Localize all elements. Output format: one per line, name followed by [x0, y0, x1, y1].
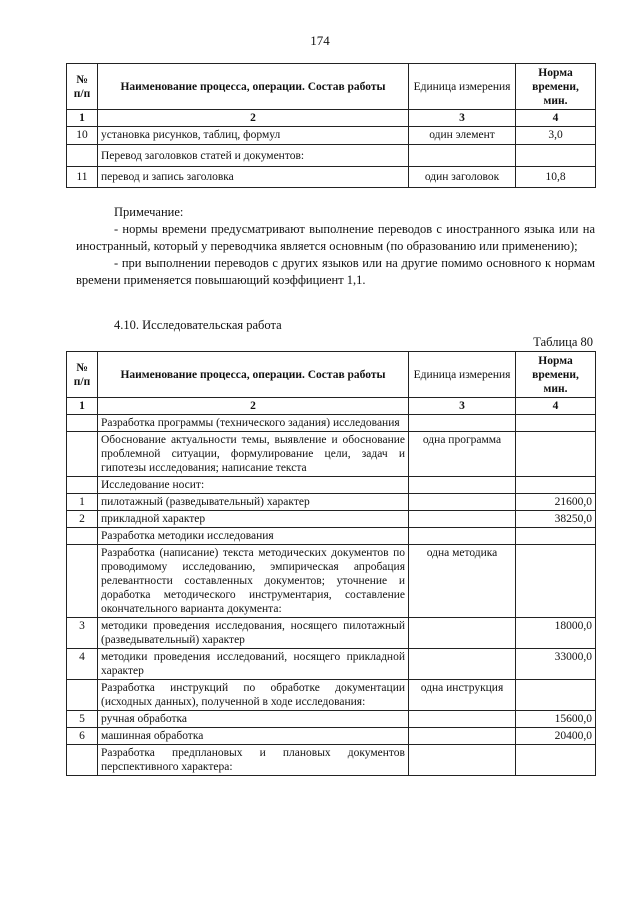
row-unit: одна инструкция [409, 680, 516, 711]
note-block [76, 204, 595, 289]
row-norm [516, 432, 596, 477]
header-name: Наименование процесса, операции. Состав работы [98, 352, 409, 398]
row-num [67, 745, 98, 776]
row-name: методики проведения исследования, носящего пилотажный (разведывательный) характер [98, 618, 409, 649]
table-row [67, 745, 596, 776]
colnum-1: 1 [67, 398, 98, 415]
header-num: № п/п [67, 352, 98, 398]
row-norm: 21600,0 [516, 494, 596, 511]
table-row [67, 711, 596, 728]
row-name: Исследование носит: [98, 477, 409, 494]
header-norm: Норма времени, мин. [516, 352, 596, 398]
header-unit: Единица измерения [409, 64, 516, 110]
row-unit [409, 477, 516, 494]
row-num: 4 [67, 649, 98, 680]
page-number: 174 [310, 33, 330, 48]
row-name: Разработка предплановых и плановых документов перспективного характера: [98, 745, 409, 776]
table-row [67, 528, 596, 545]
row-unit: одна методика [409, 545, 516, 618]
table-caption: Таблица 80 [533, 335, 593, 349]
colnum-2: 2 [98, 110, 409, 127]
row-unit [409, 494, 516, 511]
row-norm [516, 145, 596, 167]
norms-table-continued [66, 63, 596, 188]
row-unit [409, 511, 516, 528]
table-row [67, 477, 596, 494]
row-name: Обоснование актуальности темы, выявление и обоснование проблемной ситуации, формулирование цели, задач и гипотезы исследования; написание текста [98, 432, 409, 477]
row-unit [409, 528, 516, 545]
row-name: ручная обработка [98, 711, 409, 728]
table-row [67, 127, 596, 145]
row-num: 3 [67, 618, 98, 649]
row-num: 2 [67, 511, 98, 528]
row-norm: 20400,0 [516, 728, 596, 745]
row-name: перевод и запись заголовка [98, 167, 409, 188]
table-row [67, 649, 596, 680]
row-norm [516, 680, 596, 711]
row-unit [409, 745, 516, 776]
row-unit [409, 618, 516, 649]
table-row [67, 511, 596, 528]
row-name: Разработка (написание) текста методических документов по проводимому исследованию, эмпирическая апробация релевантности составленных документов; уточнение и доработка методического инструментария, составление окончательного варианта документа: [98, 545, 409, 618]
colnum-2: 2 [98, 398, 409, 415]
header-unit: Единица измерения [409, 352, 516, 398]
note-item-1: - нормы времени предусматривают выполнение переводов с иностранного языка или на иностранный, который у переводчика является основным (по образованию или применению); [76, 222, 595, 253]
row-num [67, 680, 98, 711]
row-num [67, 432, 98, 477]
row-name: методики проведения исследований, носящего прикладной характер [98, 649, 409, 680]
table-row [67, 494, 596, 511]
row-unit: одна программа [409, 432, 516, 477]
row-name: машинная обработка [98, 728, 409, 745]
row-unit [409, 711, 516, 728]
table-row [67, 145, 596, 167]
row-num: 11 [67, 167, 98, 188]
row-norm: 18000,0 [516, 618, 596, 649]
row-norm: 38250,0 [516, 511, 596, 528]
row-unit: один заголовок [409, 167, 516, 188]
row-norm [516, 415, 596, 432]
row-name: Разработка инструкций по обработке документации (исходных данных), полученной в ходе исследования: [98, 680, 409, 711]
row-num [67, 415, 98, 432]
row-num: 10 [67, 127, 98, 145]
row-norm: 33000,0 [516, 649, 596, 680]
colnum-4: 4 [516, 398, 596, 415]
row-num: 5 [67, 711, 98, 728]
row-unit [409, 649, 516, 680]
row-unit [409, 145, 516, 167]
row-norm [516, 745, 596, 776]
table-row [67, 545, 596, 618]
row-name: Разработка методики исследования [98, 528, 409, 545]
header-num: № п/п [67, 64, 98, 110]
colnum-1: 1 [67, 110, 98, 127]
row-unit: один элемент [409, 127, 516, 145]
table-row [67, 432, 596, 477]
row-name: установка рисунков, таблиц, формул [98, 127, 409, 145]
row-norm: 3,0 [516, 127, 596, 145]
row-num [67, 477, 98, 494]
row-norm: 15600,0 [516, 711, 596, 728]
row-num [67, 528, 98, 545]
row-name: пилотажный (разведывательный) характер [98, 494, 409, 511]
table-row [67, 415, 596, 432]
row-unit [409, 415, 516, 432]
row-num: 1 [67, 494, 98, 511]
row-name: Перевод заголовков статей и документов: [98, 145, 409, 167]
research-norms-table [66, 351, 596, 776]
row-name: Разработка программы (технического задания) исследования [98, 415, 409, 432]
row-norm: 10,8 [516, 167, 596, 188]
colnum-4: 4 [516, 110, 596, 127]
table-row [67, 618, 596, 649]
note-item-2: - при выполнении переводов с других языков или на другие помимо основного к нормам времени применяется повышающий коэффициент 1,1. [76, 256, 595, 287]
row-num [67, 145, 98, 167]
row-norm [516, 477, 596, 494]
table-row [67, 167, 596, 188]
row-num [67, 545, 98, 618]
header-name: Наименование процесса, операции. Состав работы [98, 64, 409, 110]
table-row [67, 680, 596, 711]
section-title: 4.10. Исследовательская работа [114, 318, 282, 332]
header-norm: Норма времени, мин. [516, 64, 596, 110]
note-title: Примечание: [114, 205, 184, 219]
row-norm [516, 528, 596, 545]
table-row [67, 728, 596, 745]
row-norm [516, 545, 596, 618]
row-name: прикладной характер [98, 511, 409, 528]
row-unit [409, 728, 516, 745]
colnum-3: 3 [409, 398, 516, 415]
row-num: 6 [67, 728, 98, 745]
colnum-3: 3 [409, 110, 516, 127]
